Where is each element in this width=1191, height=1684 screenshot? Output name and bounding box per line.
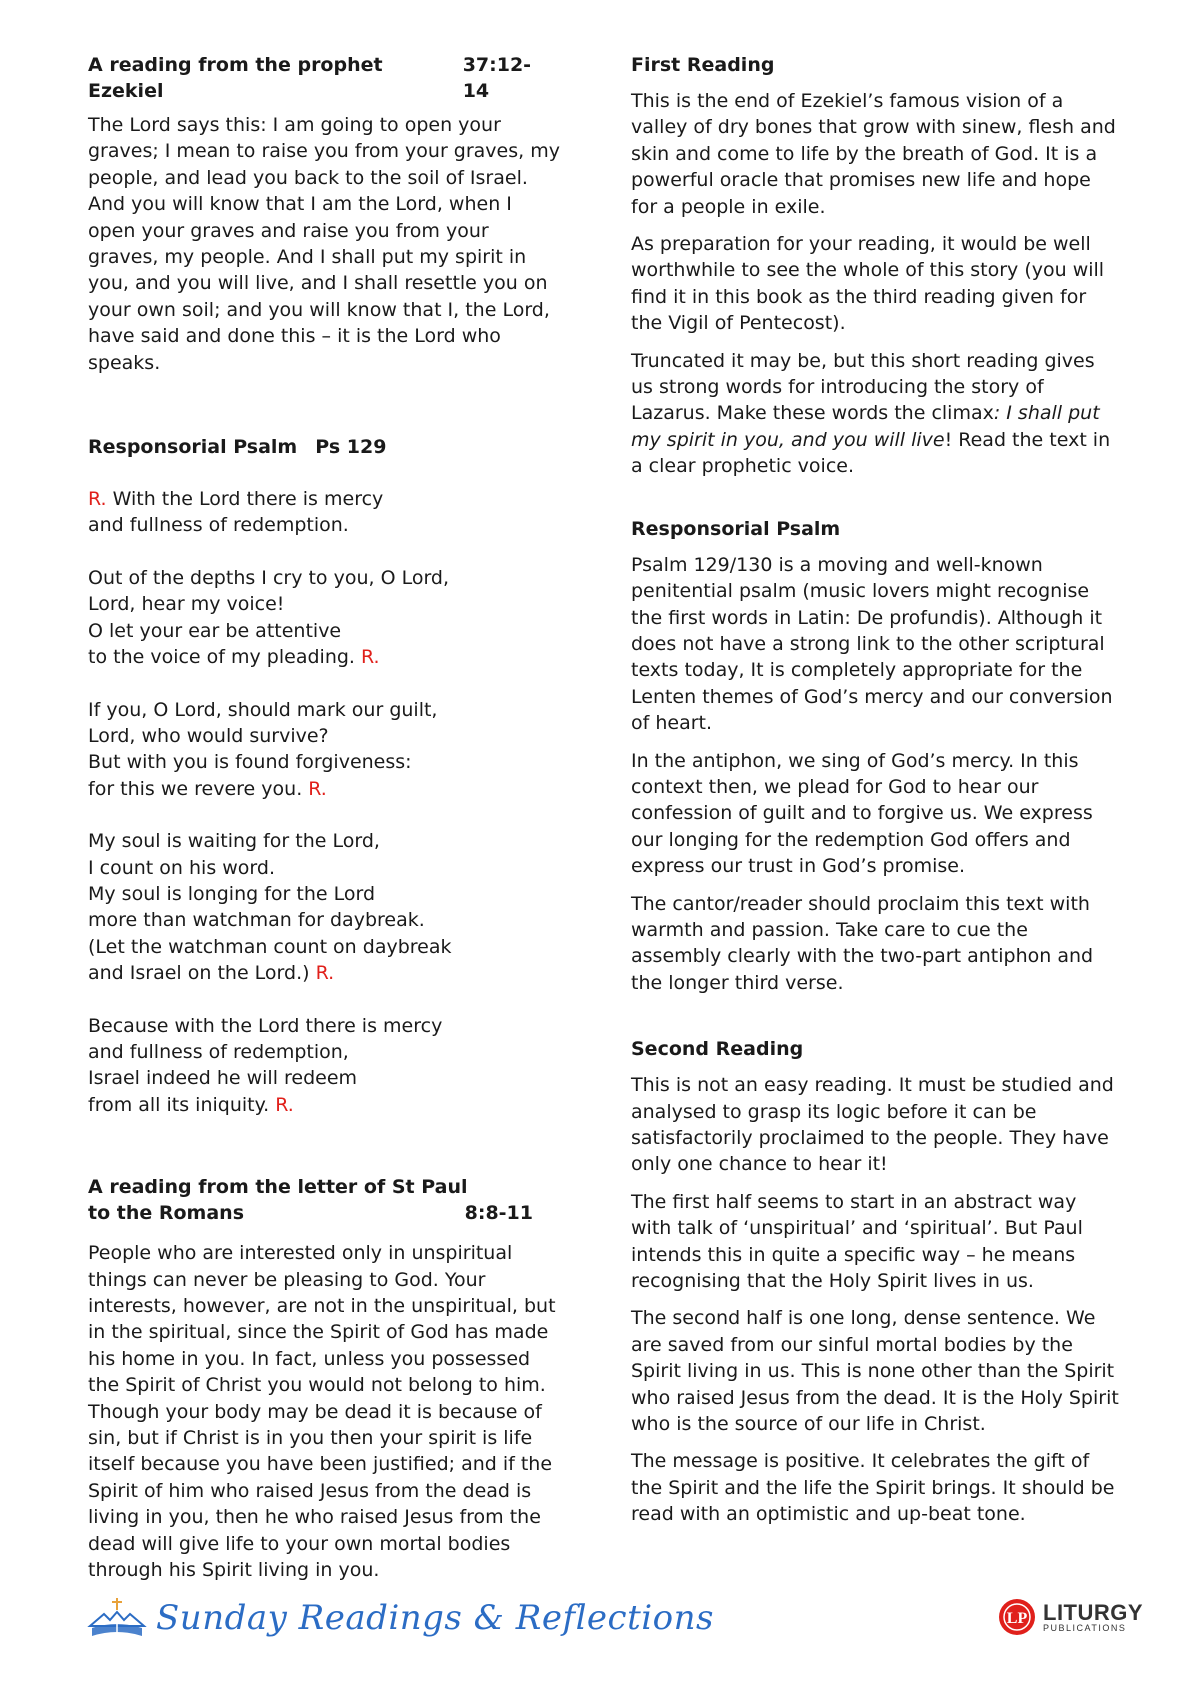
psalm-stanza-2 [88,697,563,803]
verse-line: Out of the depths I cry to you, O Lord, [88,566,450,589]
reading2-heading [88,1174,563,1226]
footer-brand [86,1596,714,1640]
left-column [88,52,563,1594]
psalm-notes-p1: Psalm 129/130 is a moving and well-known penitential psalm (music lovers might recognise the first words in Latin: De profundis). Although it does not have a strong link to the other scriptural texts today, It is completely appropriate for the Lenten themes of God’s mercy and our conversion of heart. [631,553,1113,735]
first-reading-p1: This is the end of Ezekiel’s famous vision of a valley of dry bones that grow with sinew, flesh and skin and come to life by the breath of God. It is a powerful oracle that promises new life and hope for a people in exile. [631,90,1116,218]
psalm-antiphon [88,486,563,539]
first-reading-p2: As preparation for your reading, it would be well worthwhile to see the whole of this story (you will find it in this book as the third reading given for the Vigil of Pentecost). [631,233,1105,335]
reading1-heading [88,52,563,104]
reading1-title: A reading from the prophet Ezekiel [88,54,383,102]
response-marker: R. [308,777,327,800]
verse-line: Israel indeed he will redeem [88,1067,358,1090]
reading2-title-line2: to the Romans [88,1202,244,1225]
verse-line: But with you is found forgiveness: [88,751,412,774]
first-reading-p3a: Truncated it may be, but this short reading gives us strong words for introducing the story of Lazarus. Make these words the climax [631,349,1095,425]
reading2-text: People who are interested only in unspiritual things can never be pleasing to God. Your interests, however, are not in the unspiritual, but in the spiritual, since the Spirit of God has made his home in you. In fact, unless you possessed the Spirit of Christ you would not belong to him. Though your body may be dead it is because of sin, but if Christ is in you then your spirit is life itself because you have been justified; and if the Spirit of him who raised Jesus from the dead is living in you, then he who raised Jesus from the dead will give life to your own mortal bodies through his Spirit living in you. [88,1242,556,1582]
psalm-stanza-1 [88,565,563,671]
second-reading-p2: The first half seems to start in an abstract way with talk of ‘unspiritual’ and ‘spiritual’. But Paul intends this in quite a specific way – he means recognising that the Holy Spirit lives in us. [631,1190,1083,1293]
brand-text: Sunday Readings & Reflections [156,1598,714,1638]
verse-line: My soul is waiting for the Lord, [88,830,380,853]
first-reading-p3-italic: : I shall put my spirit in you, and you will live [631,402,1100,451]
first-reading-p3 [631,348,1121,480]
second-reading-p1: This is not an easy reading. It must be studied and analysed to grasp its logic before it can be satisfactorily proclaimed to the people. They have only one chance to hear it! [631,1074,1114,1176]
logo-letters: LP [1006,1610,1028,1627]
verse-line: more than watchman for daybreak. [88,909,425,932]
verse-line: O let your ear be attentive [88,619,342,642]
response-marker: R. [315,962,335,985]
second-reading-p4: The message is positive. It celebrates the gift of the Spirit and the life the Spirit brings. It should be read with an optimistic and up-beat tone. [631,1450,1115,1526]
verse-line: Lord, who would survive? [88,724,329,747]
reading1-text: The Lord says this: I am going to open your graves; I mean to raise you from your graves, my people, and lead you back to the soil of Israel. And you will know that I am the Lord, when I open your graves and raise you from your graves, my people. And I shall put my spirit in you, and you will live, and I shall resettle you on your own soil; and you will know that I, the Lord, have said and done this – it is the Lord who speaks. [88,114,560,374]
verse-line: My soul is longing for the Lord [88,882,376,905]
liturgy-logo-icon [997,1597,1037,1637]
antiphon-line: With the Lord there is mercy [112,488,384,511]
verse-line: Lord, hear my voice! [88,593,285,616]
response-marker: R. [88,488,107,511]
second-reading-heading: Second Reading [631,1038,804,1061]
logo-words [1043,1599,1144,1633]
publisher-logo [997,1597,1143,1637]
psalm-notes-p2: In the antiphon, we sing of God’s mercy. In this context then, we plead for God to hear our confession of guilt and to forgive us. We express our longing for the redemption God offers and express our trust in God’s promise. [631,749,1093,878]
psalm-stanza-4 [88,1013,563,1119]
second-reading-p3: The second half is one long, dense sentence. We are saved from our sinful mortal bodies by the Spirit living in us. This is none other than the Spirit who raised Jesus from the dead. It is the Holy Spirit who is the source of our life in Christ. [631,1307,1119,1436]
psalm-heading [88,434,563,460]
verse-line: and fullness of redemption, [88,1040,349,1063]
reading1-ref: 37:12-14 [462,54,532,102]
verse-line: (Let the watchman count on daybreak [88,935,452,958]
first-reading-p3c: ! Read the text in a clear prophetic voice. [631,428,1111,478]
verse-line: and Israel on the Lord.) [88,962,310,985]
verse-line: from all its iniquity. [88,1093,270,1116]
first-reading-heading: First Reading [631,54,775,76]
psalm-notes-heading: Responsorial Psalm [631,517,841,540]
book-icon [86,1596,148,1640]
reading2-title-line1: A reading from the letter of St Paul [88,1176,468,1199]
psalm-title: Responsorial Psalm [88,436,298,459]
verse-line: If you, O Lord, should mark our guilt, [88,698,438,721]
response-marker: R. [361,646,380,669]
antiphon-line: and fullness of redemption. [88,514,349,537]
psalm-ref: Ps 129 [315,436,387,459]
response-marker: R. [275,1093,294,1116]
verse-line: Because with the Lord there is mercy [88,1014,443,1037]
logo-main: LITURGY [1043,1599,1144,1625]
logo-sub: PUBLICATIONS [1043,1622,1127,1633]
verse-line: for this we revere you. [88,777,303,800]
reading2-ref: 8:8-11 [464,1202,533,1225]
verse-line: to the voice of my pleading. [88,646,355,669]
right-column [631,52,1121,1539]
psalm-notes-p3: The cantor/reader should proclaim this text with warmth and passion. Take care to cue the assembly clearly with the two-part antiphon and the longer third verse. [631,892,1094,994]
psalm-stanza-3 [88,828,563,986]
verse-line: I count on his word. [88,856,275,879]
